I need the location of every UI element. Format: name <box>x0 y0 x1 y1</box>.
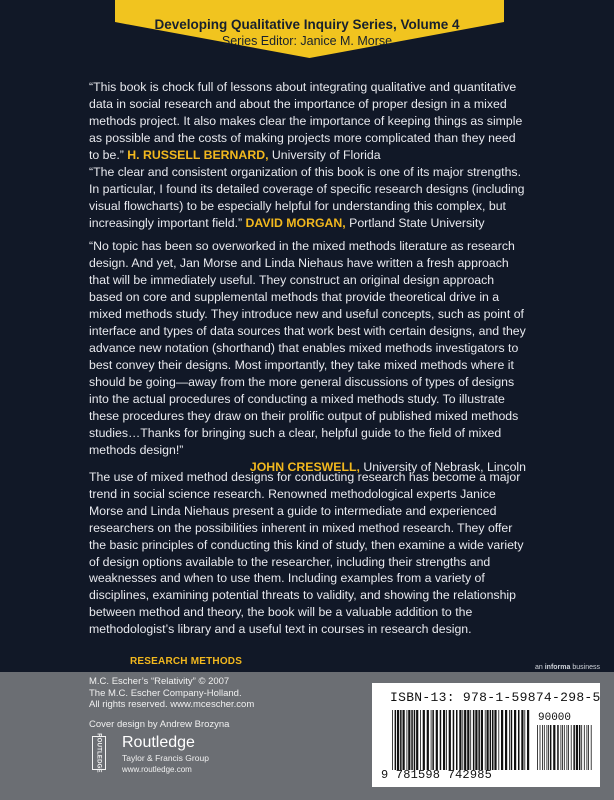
quote-text: “No topic has been so overworked in the mixed methods literature as research design. And yet, Jan Morse and Linda Niehaus have written a fresh approach that will be immediately useful. They construct an original design approach based on core and supplemental methods that provide theoretical drive in a mixed methods study. They introduce new and useful concepts, such as point of interface and types of data sources that work best with certain designs, and they advance new notation (shorthand) that enables mixed methods investigators to best convey their designs. Most importantly, they take mixed methods where it should be going—away from the more general discussions of types of designs into the actual procedures of conducting a mixed methods study. To illustrate these procedures they draw on their prolific output of published mixed methods studies…Thanks for bringing such a clear, helpful guide to the field of mixed methods design!” <box>89 239 526 457</box>
publisher-url: www.routledge.com <box>122 765 192 774</box>
quote-affiliation: University of Nebrask, Lincoln <box>363 460 526 474</box>
credit-line: The M.C. Escher Company-Holland. <box>89 687 242 699</box>
publisher-name: Routledge <box>122 734 195 751</box>
price-code: 90000 <box>538 712 572 724</box>
quote-text: “The clear and consistent organization of this book is one of its major strengths. In particular, I found its detailed coverage of specific research designs (including visual flowcharts) to be especially helpful for understanding this complex, but increasingly important field.” DAVID MORGAN, Portland State University <box>89 165 525 230</box>
book-description: The use of mixed method designs for conducting research has become a major trend in social science research. Renowned methodological experts Janice Morse and Linda Niehaus present a guide to intermediate and experienced researchers on the possibilities inherent in mixed method research. They offer the basic principles of conducting this kind of study, then examine a wide variety of design options available to the researcher, including their strengths and weaknesses and when to use them. Including examples from a variety of disciplines, examining potential threats to validity, and showing the relationship between method and theory, the book will be a valuable addition to the methodologist’s library and a useful text in courses in research design. <box>89 470 524 637</box>
quote-morgan <box>89 164 526 232</box>
series-editor: Series Editor: Janice M. Morse <box>221 34 393 48</box>
cover-design-credit: Cover design by Andrew Brozyna <box>89 719 230 730</box>
routledge-logo-icon: ROUTLEDGE <box>92 736 106 770</box>
informa-tagline: an informa business <box>534 664 600 671</box>
quote-affiliation: University of Florida <box>271 148 381 162</box>
credit-line: All rights reserved. www.mcescher.com <box>89 699 255 711</box>
series-title: Developing Qualitative Inquiry Series, Volume 4 <box>154 17 460 32</box>
image-credits <box>89 676 254 711</box>
publisher-group: Taylor & Francis Group <box>122 753 209 763</box>
barcode-number: 9 781598 742985 <box>381 768 493 782</box>
quote-author: JOHN CRESWELL, <box>249 460 360 474</box>
price-barcode <box>536 725 592 770</box>
quote-creswell <box>89 238 526 476</box>
isbn-barcode <box>391 710 531 770</box>
credit-line: M.C. Escher’s “Relativity” © 2007 <box>89 676 230 687</box>
isbn-label: ISBN-13: 978-1-59874-298-5 <box>390 690 601 705</box>
quote-bernard <box>89 79 526 164</box>
quote-author: H. RUSSELL BERNARD, <box>127 148 269 162</box>
quote-author: DAVID MORGAN, <box>245 216 346 230</box>
quote-affiliation: Portland State University <box>349 216 485 230</box>
category-label: RESEARCH METHODS <box>130 656 243 667</box>
quote-text: “This book is chock full of lessons about integrating qualitative and quantitative data in social research and about the importance of proper design in a mixed methods project. It also makes clear the importance of keeping things as simple as possible and the costs of making projects more complicated than they need to be.” H. RUSSELL BERNARD, University of Florida <box>89 80 523 162</box>
